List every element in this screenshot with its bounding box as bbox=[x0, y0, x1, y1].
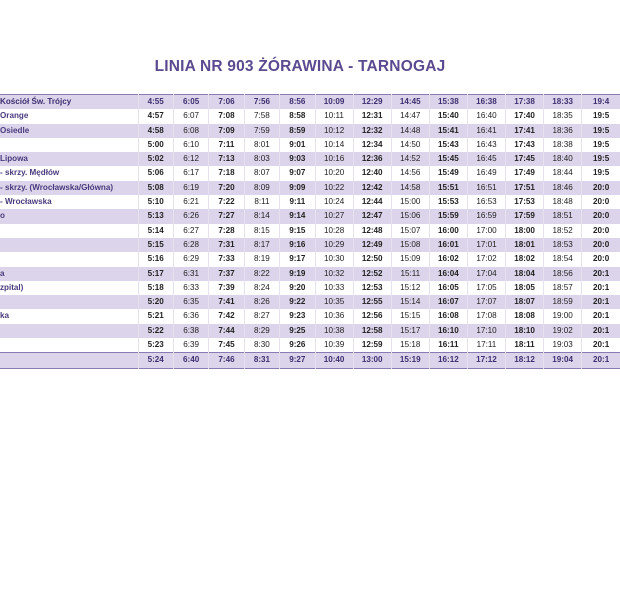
departure-time-cell: 8:07 bbox=[244, 166, 279, 180]
table-row bbox=[0, 252, 620, 266]
departure-time-cell: 18:56 bbox=[544, 267, 582, 281]
departure-time-cell: 10:29 bbox=[315, 238, 353, 252]
departure-time-cell: 5:13 bbox=[138, 209, 173, 223]
departure-time-cell: 7:37 bbox=[209, 267, 244, 281]
departure-time-cell: 17:04 bbox=[467, 267, 505, 281]
departure-time-cell: 8:56 bbox=[280, 95, 315, 110]
departure-time-cell: 7:33 bbox=[209, 252, 244, 266]
departure-time-cell: 17:05 bbox=[467, 281, 505, 295]
stop-name-cell bbox=[0, 295, 138, 309]
departure-time-cell: 15:00 bbox=[391, 195, 429, 209]
departure-time-cell: 12:53 bbox=[353, 281, 391, 295]
departure-time-cell: 9:07 bbox=[280, 166, 315, 180]
departure-time-cell: 8:11 bbox=[244, 195, 279, 209]
departure-time-cell: 18:01 bbox=[506, 238, 544, 252]
departure-time-cell: 15:49 bbox=[429, 166, 467, 180]
departure-time-cell: 12:32 bbox=[353, 124, 391, 138]
departure-time-cell: 20:0 bbox=[582, 195, 620, 209]
departure-time-cell: 8:03 bbox=[244, 152, 279, 166]
departure-time-cell: 10:09 bbox=[315, 95, 353, 110]
departure-time-cell: 16:41 bbox=[467, 124, 505, 138]
departure-time-cell: 17:11 bbox=[467, 338, 505, 353]
departure-time-cell: 16:43 bbox=[467, 138, 505, 152]
departure-time-cell: 7:18 bbox=[209, 166, 244, 180]
departure-time-cell: 18:04 bbox=[506, 267, 544, 281]
departure-time-cell: 15:11 bbox=[391, 267, 429, 281]
departure-time-cell: 7:08 bbox=[209, 109, 244, 123]
departure-time-cell: 16:02 bbox=[429, 252, 467, 266]
stop-name-cell: - Wrocławska bbox=[0, 195, 138, 209]
departure-time-cell: 10:32 bbox=[315, 267, 353, 281]
departure-time-cell: 8:19 bbox=[244, 252, 279, 266]
departure-time-cell: 6:21 bbox=[173, 195, 208, 209]
table-row bbox=[0, 138, 620, 152]
departure-time-cell: 9:20 bbox=[280, 281, 315, 295]
departure-time-cell: 16:08 bbox=[429, 309, 467, 323]
departure-time-cell: 17:01 bbox=[467, 238, 505, 252]
timetable-container bbox=[0, 94, 610, 369]
table-row bbox=[0, 181, 620, 195]
departure-time-cell: 9:09 bbox=[280, 181, 315, 195]
departure-time-cell: 17:12 bbox=[467, 353, 505, 368]
departure-time-cell: 8:17 bbox=[244, 238, 279, 252]
table-row bbox=[0, 295, 620, 309]
departure-time-cell: 8:22 bbox=[244, 267, 279, 281]
departure-time-cell: 15:19 bbox=[391, 353, 429, 368]
departure-time-cell: 20:1 bbox=[582, 281, 620, 295]
table-row bbox=[0, 324, 620, 338]
departure-time-cell: 12:34 bbox=[353, 138, 391, 152]
departure-time-cell: 10:28 bbox=[315, 224, 353, 238]
departure-time-cell: 12:50 bbox=[353, 252, 391, 266]
table-row bbox=[0, 166, 620, 180]
departure-time-cell: 18:12 bbox=[506, 353, 544, 368]
departure-time-cell: 18:07 bbox=[506, 295, 544, 309]
departure-time-cell: 7:31 bbox=[209, 238, 244, 252]
departure-time-cell: 7:56 bbox=[244, 95, 279, 110]
departure-time-cell: 6:31 bbox=[173, 267, 208, 281]
departure-time-cell: 5:20 bbox=[138, 295, 173, 309]
departure-time-cell: 16:05 bbox=[429, 281, 467, 295]
departure-time-cell: 20:1 bbox=[582, 295, 620, 309]
departure-time-cell: 15:51 bbox=[429, 181, 467, 195]
departure-time-cell: 16:11 bbox=[429, 338, 467, 353]
departure-time-cell: 14:48 bbox=[391, 124, 429, 138]
departure-time-cell: 6:27 bbox=[173, 224, 208, 238]
departure-time-cell: 6:36 bbox=[173, 309, 208, 323]
departure-time-cell: 18:02 bbox=[506, 252, 544, 266]
departure-time-cell: 18:53 bbox=[544, 238, 582, 252]
departure-time-cell: 12:48 bbox=[353, 224, 391, 238]
departure-time-cell: 5:02 bbox=[138, 152, 173, 166]
departure-time-cell: 12:59 bbox=[353, 338, 391, 353]
departure-time-cell: 14:50 bbox=[391, 138, 429, 152]
departure-time-cell: 19:5 bbox=[582, 166, 620, 180]
departure-time-cell: 6:10 bbox=[173, 138, 208, 152]
timetable bbox=[0, 94, 620, 369]
stop-name-cell: Kościół Św. Trójcy bbox=[0, 95, 138, 110]
stop-name-cell bbox=[0, 353, 138, 368]
stop-name-cell: Osiedle bbox=[0, 124, 138, 138]
departure-time-cell: 18:11 bbox=[506, 338, 544, 353]
departure-time-cell: 14:58 bbox=[391, 181, 429, 195]
departure-time-cell: 12:40 bbox=[353, 166, 391, 180]
departure-time-cell: 16:00 bbox=[429, 224, 467, 238]
stop-name-cell: a bbox=[0, 267, 138, 281]
departure-time-cell: 7:09 bbox=[209, 124, 244, 138]
departure-time-cell: 5:15 bbox=[138, 238, 173, 252]
departure-time-cell: 7:58 bbox=[244, 109, 279, 123]
departure-time-cell: 7:46 bbox=[209, 353, 244, 368]
departure-time-cell: 16:40 bbox=[467, 109, 505, 123]
departure-time-cell: 6:07 bbox=[173, 109, 208, 123]
departure-time-cell: 18:48 bbox=[544, 195, 582, 209]
departure-time-cell: 12:49 bbox=[353, 238, 391, 252]
departure-time-cell: 19:00 bbox=[544, 309, 582, 323]
departure-time-cell: 17:59 bbox=[506, 209, 544, 223]
departure-time-cell: 6:17 bbox=[173, 166, 208, 180]
table-row bbox=[0, 124, 620, 138]
departure-time-cell: 5:22 bbox=[138, 324, 173, 338]
departure-time-cell: 18:52 bbox=[544, 224, 582, 238]
departure-time-cell: 5:17 bbox=[138, 267, 173, 281]
departure-time-cell: 10:36 bbox=[315, 309, 353, 323]
departure-time-cell: 6:38 bbox=[173, 324, 208, 338]
departure-time-cell: 15:59 bbox=[429, 209, 467, 223]
departure-time-cell: 9:11 bbox=[280, 195, 315, 209]
departure-time-cell: 10:38 bbox=[315, 324, 353, 338]
table-row bbox=[0, 353, 620, 368]
departure-time-cell: 10:27 bbox=[315, 209, 353, 223]
departure-time-cell: 5:08 bbox=[138, 181, 173, 195]
departure-time-cell: 15:53 bbox=[429, 195, 467, 209]
departure-time-cell: 8:01 bbox=[244, 138, 279, 152]
stop-name-cell: - skrzy. Mędłów bbox=[0, 166, 138, 180]
departure-time-cell: 8:15 bbox=[244, 224, 279, 238]
departure-time-cell: 10:35 bbox=[315, 295, 353, 309]
departure-time-cell: 12:55 bbox=[353, 295, 391, 309]
departure-time-cell: 10:39 bbox=[315, 338, 353, 353]
departure-time-cell: 6:08 bbox=[173, 124, 208, 138]
departure-time-cell: 8:26 bbox=[244, 295, 279, 309]
departure-time-cell: 18:00 bbox=[506, 224, 544, 238]
departure-time-cell: 6:33 bbox=[173, 281, 208, 295]
stop-name-cell: ka bbox=[0, 309, 138, 323]
departure-time-cell: 18:08 bbox=[506, 309, 544, 323]
departure-time-cell: 17:00 bbox=[467, 224, 505, 238]
departure-time-cell: 17:08 bbox=[467, 309, 505, 323]
departure-time-cell: 14:56 bbox=[391, 166, 429, 180]
departure-time-cell: 7:27 bbox=[209, 209, 244, 223]
table-row bbox=[0, 195, 620, 209]
departure-time-cell: 12:56 bbox=[353, 309, 391, 323]
departure-time-cell: 19:5 bbox=[582, 124, 620, 138]
departure-time-cell: 10:14 bbox=[315, 138, 353, 152]
departure-time-cell: 12:31 bbox=[353, 109, 391, 123]
departure-time-cell: 16:07 bbox=[429, 295, 467, 309]
departure-time-cell: 16:10 bbox=[429, 324, 467, 338]
departure-time-cell: 7:11 bbox=[209, 138, 244, 152]
departure-time-cell: 7:44 bbox=[209, 324, 244, 338]
departure-time-cell: 10:16 bbox=[315, 152, 353, 166]
departure-time-cell: 17:43 bbox=[506, 138, 544, 152]
departure-time-cell: 5:18 bbox=[138, 281, 173, 295]
departure-time-cell: 19:4 bbox=[582, 95, 620, 110]
departure-time-cell: 9:03 bbox=[280, 152, 315, 166]
table-row bbox=[0, 338, 620, 353]
departure-time-cell: 4:57 bbox=[138, 109, 173, 123]
departure-time-cell: 8:27 bbox=[244, 309, 279, 323]
departure-time-cell: 15:45 bbox=[429, 152, 467, 166]
table-row bbox=[0, 309, 620, 323]
departure-time-cell: 17:38 bbox=[506, 95, 544, 110]
departure-time-cell: 5:10 bbox=[138, 195, 173, 209]
departure-time-cell: 14:47 bbox=[391, 109, 429, 123]
departure-time-cell: 6:39 bbox=[173, 338, 208, 353]
departure-time-cell: 17:02 bbox=[467, 252, 505, 266]
departure-time-cell: 7:41 bbox=[209, 295, 244, 309]
table-row bbox=[0, 209, 620, 223]
departure-time-cell: 18:51 bbox=[544, 209, 582, 223]
stop-name-cell bbox=[0, 238, 138, 252]
departure-time-cell: 15:09 bbox=[391, 252, 429, 266]
table-row bbox=[0, 281, 620, 295]
departure-time-cell: 5:16 bbox=[138, 252, 173, 266]
departure-time-cell: 16:59 bbox=[467, 209, 505, 223]
departure-time-cell: 16:38 bbox=[467, 95, 505, 110]
departure-time-cell: 8:14 bbox=[244, 209, 279, 223]
table-row bbox=[0, 109, 620, 123]
departure-time-cell: 9:01 bbox=[280, 138, 315, 152]
departure-time-cell: 13:00 bbox=[353, 353, 391, 368]
departure-time-cell: 15:41 bbox=[429, 124, 467, 138]
departure-time-cell: 10:11 bbox=[315, 109, 353, 123]
departure-time-cell: 8:30 bbox=[244, 338, 279, 353]
departure-time-cell: 15:15 bbox=[391, 309, 429, 323]
departure-time-cell: 12:52 bbox=[353, 267, 391, 281]
departure-time-cell: 16:12 bbox=[429, 353, 467, 368]
departure-time-cell: 20:1 bbox=[582, 267, 620, 281]
departure-time-cell: 9:22 bbox=[280, 295, 315, 309]
departure-time-cell: 8:31 bbox=[244, 353, 279, 368]
departure-time-cell: 19:03 bbox=[544, 338, 582, 353]
departure-time-cell: 15:06 bbox=[391, 209, 429, 223]
departure-time-cell: 7:06 bbox=[209, 95, 244, 110]
departure-time-cell: 17:45 bbox=[506, 152, 544, 166]
departure-time-cell: 15:17 bbox=[391, 324, 429, 338]
departure-time-cell: 14:45 bbox=[391, 95, 429, 110]
stop-name-cell: zpital) bbox=[0, 281, 138, 295]
page-title: LINIA NR 903 ŻÓRAWINA - TARNOGAJ bbox=[154, 58, 446, 75]
departure-time-cell: 16:49 bbox=[467, 166, 505, 180]
departure-time-cell: 15:14 bbox=[391, 295, 429, 309]
departure-time-cell: 10:22 bbox=[315, 181, 353, 195]
departure-time-cell: 6:12 bbox=[173, 152, 208, 166]
departure-time-cell: 15:18 bbox=[391, 338, 429, 353]
departure-time-cell: 5:24 bbox=[138, 353, 173, 368]
departure-time-cell: 5:06 bbox=[138, 166, 173, 180]
stop-name-cell bbox=[0, 338, 138, 353]
departure-time-cell: 10:40 bbox=[315, 353, 353, 368]
departure-time-cell: 17:51 bbox=[506, 181, 544, 195]
stop-name-cell: Orange bbox=[0, 109, 138, 123]
departure-time-cell: 10:20 bbox=[315, 166, 353, 180]
departure-time-cell: 15:38 bbox=[429, 95, 467, 110]
departure-time-cell: 19:04 bbox=[544, 353, 582, 368]
departure-time-cell: 10:30 bbox=[315, 252, 353, 266]
departure-time-cell: 6:35 bbox=[173, 295, 208, 309]
departure-time-cell: 20:0 bbox=[582, 238, 620, 252]
departure-time-cell: 6:28 bbox=[173, 238, 208, 252]
departure-time-cell: 15:12 bbox=[391, 281, 429, 295]
departure-time-cell: 12:42 bbox=[353, 181, 391, 195]
departure-time-cell: 16:53 bbox=[467, 195, 505, 209]
departure-time-cell: 12:47 bbox=[353, 209, 391, 223]
departure-time-cell: 9:17 bbox=[280, 252, 315, 266]
departure-time-cell: 20:0 bbox=[582, 181, 620, 195]
departure-time-cell: 8:59 bbox=[280, 124, 315, 138]
departure-time-cell: 16:51 bbox=[467, 181, 505, 195]
departure-time-cell: 18:44 bbox=[544, 166, 582, 180]
timetable-body bbox=[0, 95, 620, 369]
departure-time-cell: 7:20 bbox=[209, 181, 244, 195]
departure-time-cell: 19:02 bbox=[544, 324, 582, 338]
stop-name-cell bbox=[0, 224, 138, 238]
departure-time-cell: 9:27 bbox=[280, 353, 315, 368]
table-row bbox=[0, 267, 620, 281]
departure-time-cell: 19:5 bbox=[582, 152, 620, 166]
departure-time-cell: 20:1 bbox=[582, 338, 620, 353]
departure-time-cell: 18:10 bbox=[506, 324, 544, 338]
departure-time-cell: 20:0 bbox=[582, 224, 620, 238]
departure-time-cell: 16:01 bbox=[429, 238, 467, 252]
departure-time-cell: 7:22 bbox=[209, 195, 244, 209]
departure-time-cell: 17:40 bbox=[506, 109, 544, 123]
departure-time-cell: 17:53 bbox=[506, 195, 544, 209]
departure-time-cell: 6:29 bbox=[173, 252, 208, 266]
departure-time-cell: 8:29 bbox=[244, 324, 279, 338]
table-row bbox=[0, 238, 620, 252]
departure-time-cell: 18:05 bbox=[506, 281, 544, 295]
table-row bbox=[0, 95, 620, 110]
departure-time-cell: 9:25 bbox=[280, 324, 315, 338]
departure-time-cell: 5:21 bbox=[138, 309, 173, 323]
departure-time-cell: 18:59 bbox=[544, 295, 582, 309]
table-row bbox=[0, 152, 620, 166]
departure-time-cell: 20:1 bbox=[582, 353, 620, 368]
departure-time-cell: 10:12 bbox=[315, 124, 353, 138]
departure-time-cell: 18:57 bbox=[544, 281, 582, 295]
departure-time-cell: 14:52 bbox=[391, 152, 429, 166]
departure-time-cell: 8:58 bbox=[280, 109, 315, 123]
departure-time-cell: 15:40 bbox=[429, 109, 467, 123]
departure-time-cell: 20:1 bbox=[582, 324, 620, 338]
departure-time-cell: 9:23 bbox=[280, 309, 315, 323]
departure-time-cell: 18:38 bbox=[544, 138, 582, 152]
departure-time-cell: 18:46 bbox=[544, 181, 582, 195]
departure-time-cell: 7:39 bbox=[209, 281, 244, 295]
stop-name-cell bbox=[0, 324, 138, 338]
departure-time-cell: 9:19 bbox=[280, 267, 315, 281]
departure-time-cell: 4:58 bbox=[138, 124, 173, 138]
departure-time-cell: 4:55 bbox=[138, 95, 173, 110]
departure-time-cell: 9:14 bbox=[280, 209, 315, 223]
departure-time-cell: 18:40 bbox=[544, 152, 582, 166]
stop-name-cell: o bbox=[0, 209, 138, 223]
departure-time-cell: 10:33 bbox=[315, 281, 353, 295]
table-row bbox=[0, 224, 620, 238]
departure-time-cell: 9:26 bbox=[280, 338, 315, 353]
departure-time-cell: 8:09 bbox=[244, 181, 279, 195]
departure-time-cell: 19:5 bbox=[582, 109, 620, 123]
departure-time-cell: 7:45 bbox=[209, 338, 244, 353]
departure-time-cell: 16:04 bbox=[429, 267, 467, 281]
departure-time-cell: 7:13 bbox=[209, 152, 244, 166]
departure-time-cell: 5:23 bbox=[138, 338, 173, 353]
departure-time-cell: 19:5 bbox=[582, 138, 620, 152]
departure-time-cell: 5:14 bbox=[138, 224, 173, 238]
departure-time-cell: 17:10 bbox=[467, 324, 505, 338]
departure-time-cell: 20:0 bbox=[582, 209, 620, 223]
departure-time-cell: 12:29 bbox=[353, 95, 391, 110]
departure-time-cell: 17:41 bbox=[506, 124, 544, 138]
departure-time-cell: 18:35 bbox=[544, 109, 582, 123]
departure-time-cell: 15:07 bbox=[391, 224, 429, 238]
departure-time-cell: 20:0 bbox=[582, 252, 620, 266]
departure-time-cell: 12:44 bbox=[353, 195, 391, 209]
stop-name-cell bbox=[0, 252, 138, 266]
departure-time-cell: 20:1 bbox=[582, 309, 620, 323]
departure-time-cell: 16:45 bbox=[467, 152, 505, 166]
departure-time-cell: 7:42 bbox=[209, 309, 244, 323]
departure-time-cell: 9:15 bbox=[280, 224, 315, 238]
departure-time-cell: 5:00 bbox=[138, 138, 173, 152]
departure-time-cell: 15:43 bbox=[429, 138, 467, 152]
departure-time-cell: 18:33 bbox=[544, 95, 582, 110]
departure-time-cell: 8:24 bbox=[244, 281, 279, 295]
stop-name-cell bbox=[0, 138, 138, 152]
departure-time-cell: 18:54 bbox=[544, 252, 582, 266]
stop-name-cell: Lipowa bbox=[0, 152, 138, 166]
departure-time-cell: 7:28 bbox=[209, 224, 244, 238]
departure-time-cell: 7:59 bbox=[244, 124, 279, 138]
departure-time-cell: 10:24 bbox=[315, 195, 353, 209]
departure-time-cell: 12:36 bbox=[353, 152, 391, 166]
departure-time-cell: 9:16 bbox=[280, 238, 315, 252]
departure-time-cell: 6:05 bbox=[173, 95, 208, 110]
departure-time-cell: 6:40 bbox=[173, 353, 208, 368]
departure-time-cell: 6:19 bbox=[173, 181, 208, 195]
departure-time-cell: 18:36 bbox=[544, 124, 582, 138]
departure-time-cell: 6:26 bbox=[173, 209, 208, 223]
departure-time-cell: 17:07 bbox=[467, 295, 505, 309]
stop-name-cell: - skrzy. (Wrocławska/Główna) bbox=[0, 181, 138, 195]
departure-time-cell: 15:08 bbox=[391, 238, 429, 252]
departure-time-cell: 17:49 bbox=[506, 166, 544, 180]
departure-time-cell: 12:58 bbox=[353, 324, 391, 338]
